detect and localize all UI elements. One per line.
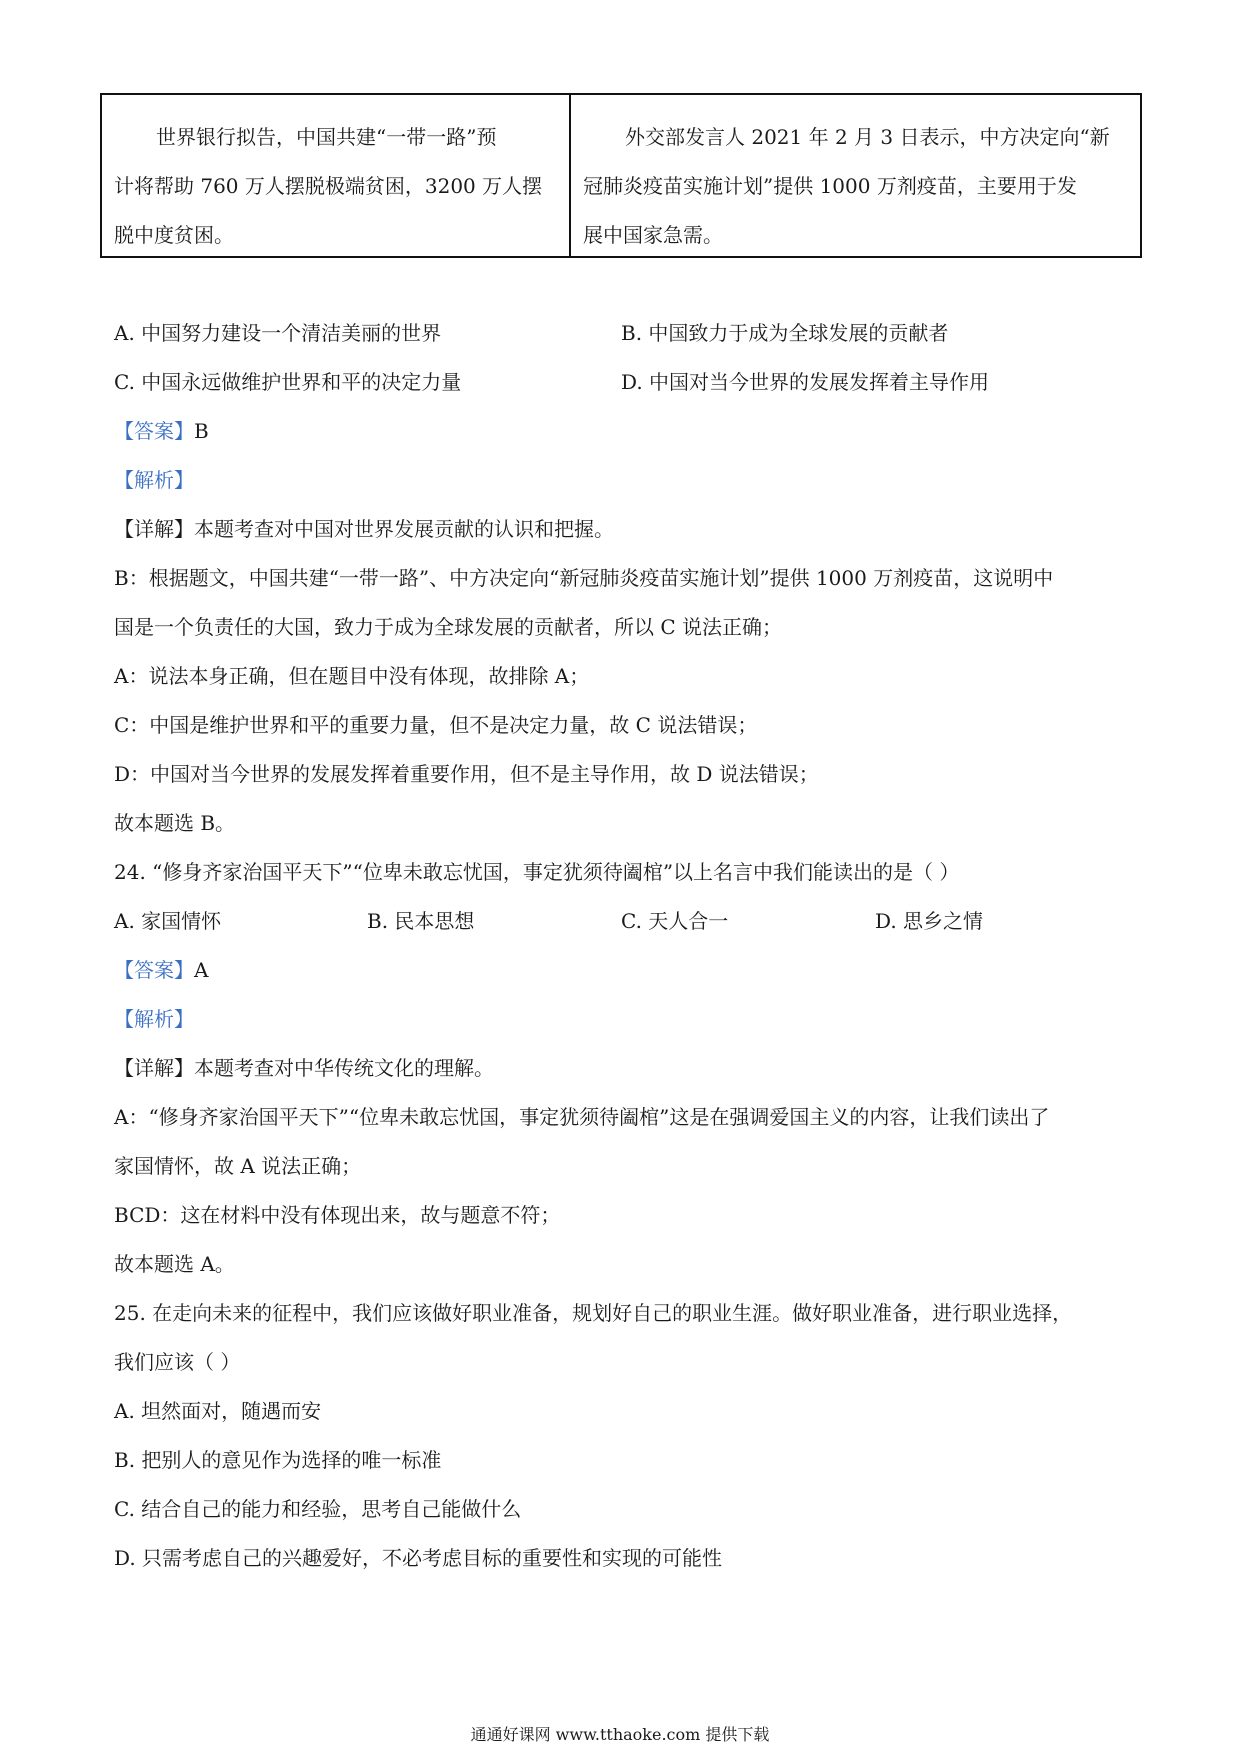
material-right-line2: 冠肺炎疫苗实施计划”提供 1000 万剂疫苗，主要用于发 bbox=[583, 174, 1077, 198]
material-table bbox=[100, 93, 1142, 258]
material-right-line1: 外交部发言人 2021 年 2 月 3 日表示，中方决定向“新 bbox=[625, 125, 1110, 149]
q23-detail-line: 故本题选 B。 bbox=[114, 811, 236, 835]
q23-analysis-label: 【解析】 bbox=[114, 468, 194, 492]
material-right-line3: 展中国家急需。 bbox=[583, 223, 723, 247]
q24-answer bbox=[114, 956, 208, 984]
q23-detail-line: B：根据题文，中国共建“一带一路”、中方决定向“新冠肺炎疫苗实施计划”提供 1000 万剂疫苗，这说明中 bbox=[114, 566, 1054, 590]
material-left-line1: 世界银行拟告，中国共建“一带一路”预 bbox=[156, 125, 497, 149]
detail-text: 本题考查对中国对世界发展贡献的认识和把握。 bbox=[194, 517, 614, 541]
q23-option-d: D. 中国对当今世界的发展发挥着主导作用 bbox=[621, 370, 990, 394]
q24-option-c: C. 天人合一 bbox=[621, 909, 729, 933]
material-cell-left bbox=[102, 95, 571, 256]
detail-label: 【详解】 bbox=[114, 1056, 194, 1080]
detail-label: 【详解】 bbox=[114, 517, 194, 541]
q24-option-a: A. 家国情怀 bbox=[114, 909, 222, 933]
q23-detail-line: D：中国对当今世界的发展发挥着重要作用，但不是主导作用，故 D 说法错误； bbox=[114, 762, 819, 786]
q24-detail-line: 故本题选 A。 bbox=[114, 1252, 235, 1276]
q25-stem-line1: 25. 在走向未来的征程中，我们应该做好职业准备，规划好自己的职业生涯。做好职业准备，进行职业选择， bbox=[114, 1301, 1073, 1325]
q23-detail-line: 国是一个负责任的大国，致力于成为全球发展的贡献者，所以 C 说法正确； bbox=[114, 615, 783, 639]
q24-detail-line: 家国情怀，故 A 说法正确； bbox=[114, 1154, 362, 1178]
q23-detail-line: C：中国是维护世界和平的重要力量，但不是决定力量，故 C 说法错误； bbox=[114, 713, 758, 737]
material-left-line3: 脱中度贫困。 bbox=[114, 223, 234, 247]
q24-option-b: B. 民本思想 bbox=[367, 909, 475, 933]
q25-option-a: A. 坦然面对，随遇而安 bbox=[114, 1399, 322, 1423]
material-left-line2: 计将帮助 760 万人摆脱极端贫困，3200 万人摆 bbox=[114, 174, 543, 198]
q23-option-c: C. 中国永远做维护世界和平的决定力量 bbox=[114, 370, 462, 394]
q23-option-b: B. 中国致力于成为全球发展的贡献者 bbox=[621, 321, 949, 345]
q24-stem: 24. “修身齐家治国平天下”“位卑未敢忘忧国，事定犹须待阖棺”以上名言中我们能读出的是（ ） bbox=[114, 860, 960, 884]
q23-detail bbox=[114, 515, 614, 543]
page-footer: 通通好课网 www.tthaoke.com 提供下载 bbox=[470, 1725, 770, 1744]
answer-value: B bbox=[194, 419, 209, 443]
answer-label: 【答案】 bbox=[114, 419, 194, 443]
q25-stem-line2: 我们应该（ ） bbox=[114, 1350, 241, 1374]
q23-option-a: A. 中国努力建设一个清洁美丽的世界 bbox=[114, 321, 442, 345]
q25-option-b: B. 把别人的意见作为选择的唯一标准 bbox=[114, 1448, 442, 1472]
q24-detail-line: A：“修身齐家治国平天下”“位卑未敢忘忧国，事定犹须待阖棺”这是在强调爱国主义的内容，让我们读出了 bbox=[114, 1105, 1050, 1129]
q24-analysis-label: 【解析】 bbox=[114, 1007, 194, 1031]
answer-value: A bbox=[194, 958, 209, 982]
q24-detail-line: BCD：这在材料中没有体现出来，故与题意不符； bbox=[114, 1203, 561, 1227]
q25-option-c: C. 结合自己的能力和经验，思考自己能做什么 bbox=[114, 1497, 522, 1521]
material-cell-right bbox=[571, 95, 1140, 256]
q23-answer bbox=[114, 417, 209, 445]
answer-label: 【答案】 bbox=[114, 958, 194, 982]
q23-detail-line: A：说法本身正确，但在题目中没有体现，故排除 A； bbox=[114, 664, 590, 688]
q24-option-d: D. 思乡之情 bbox=[875, 909, 984, 933]
q25-option-d: D. 只需考虑自己的兴趣爱好，不必考虑目标的重要性和实现的可能性 bbox=[114, 1546, 723, 1570]
detail-text: 本题考查对中华传统文化的理解。 bbox=[194, 1056, 494, 1080]
q24-detail bbox=[114, 1054, 494, 1082]
